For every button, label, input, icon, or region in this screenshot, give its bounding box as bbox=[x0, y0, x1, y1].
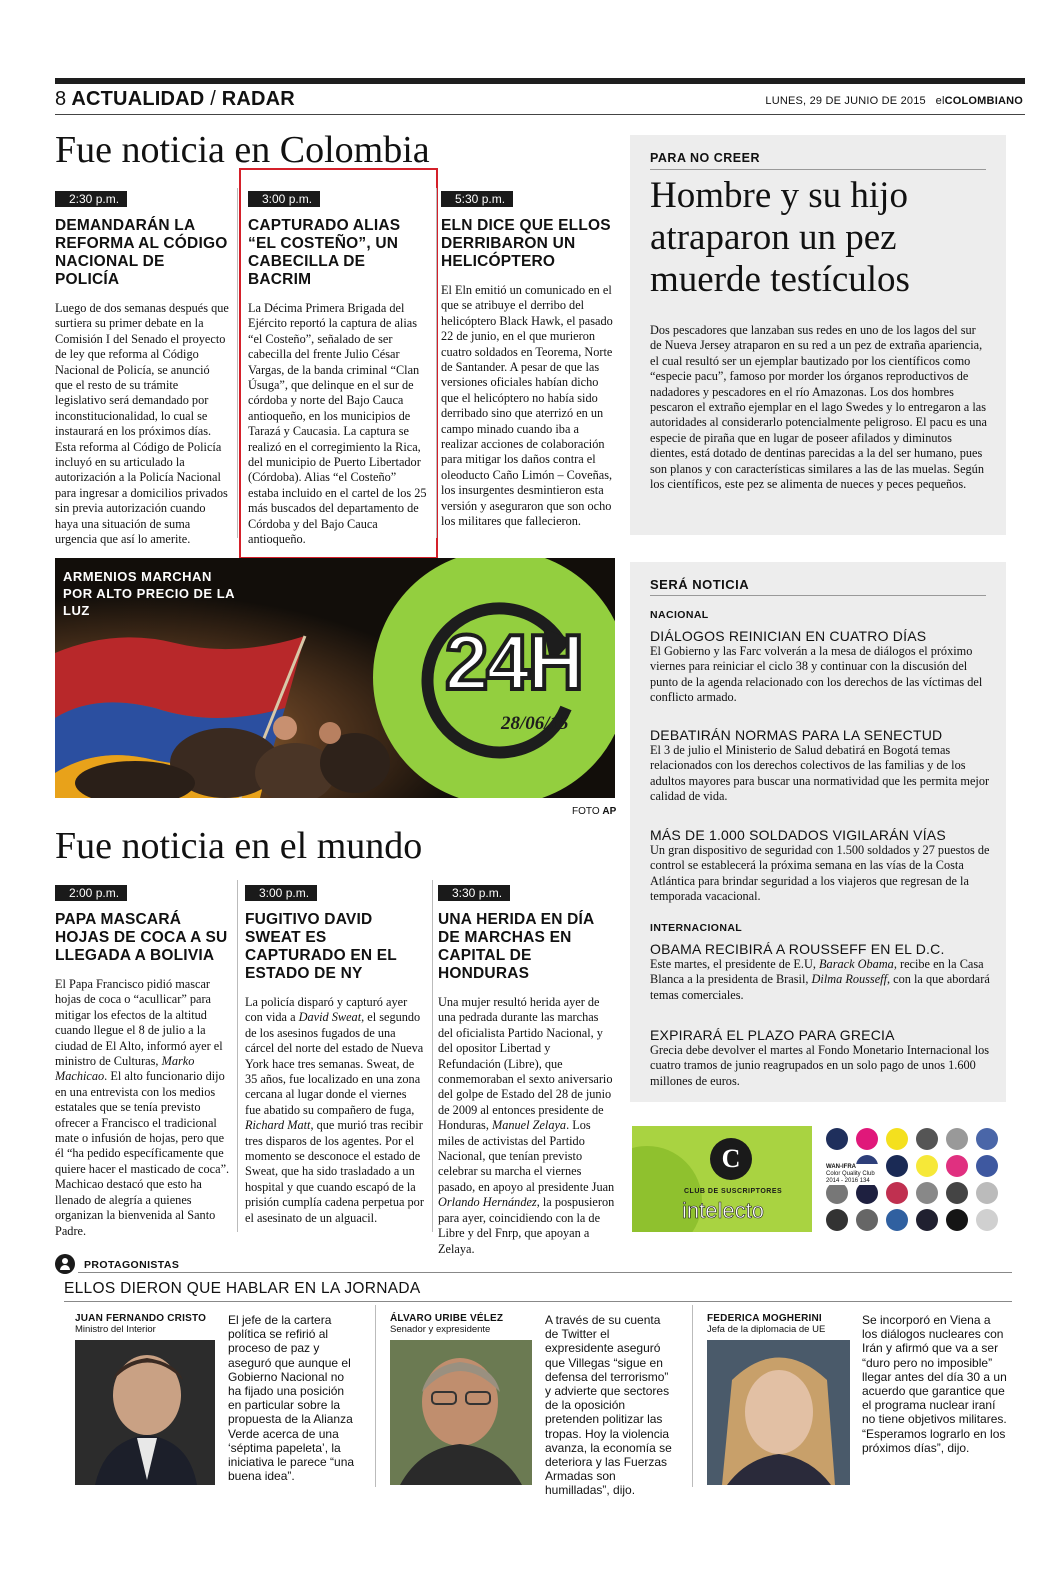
item-body: Grecia debe devolver el martes al Fondo Monetario Internacional los cuatro tramos de junio reagrupados en un solo pago de unos 1.600 millones de euros. bbox=[650, 1043, 990, 1088]
para-no-creer-panel bbox=[630, 135, 1006, 535]
sera-noticia-item bbox=[650, 824, 990, 905]
protagonist-header bbox=[707, 1313, 857, 1335]
color-swatch bbox=[856, 1209, 878, 1231]
24h-badge bbox=[373, 558, 615, 798]
intelecto-ad bbox=[632, 1126, 812, 1232]
24h-label: 24H bbox=[445, 618, 583, 706]
international-category: INTERNACIONAL bbox=[650, 922, 743, 934]
color-swatch bbox=[886, 1155, 908, 1177]
story-time: 3:30 p.m. bbox=[438, 885, 510, 901]
credit-label: FOTO bbox=[572, 806, 600, 817]
protagonist-role: Senador y expresidente bbox=[390, 1324, 491, 1335]
colombia-section-title: Fue noticia en Colombia bbox=[55, 129, 430, 171]
page-number: 8 bbox=[55, 88, 67, 110]
protagonist-quote: A través de su cuenta de Twitter el expresidente aseguró que Villegas “sigue en defensa del terrorismo” y advierte que sectores de la oposición pretenden politizar las tropas. Hoy la violencia avanza, la economía se deteriora y las Fuerzas Armadas son humilladas”, dijo. bbox=[545, 1313, 672, 1498]
mundo-story-3 bbox=[438, 884, 616, 1257]
national-category: NACIONAL bbox=[650, 609, 709, 621]
colombia-story-3 bbox=[441, 190, 613, 530]
masthead-right bbox=[765, 95, 1023, 107]
color-swatch bbox=[826, 1182, 848, 1204]
intelecto-brand: intelecto bbox=[682, 1198, 764, 1223]
column-divider bbox=[237, 880, 238, 1232]
story-body: El Eln emitió un comunicado en el que se atribuye el derribo del helicóptero Black Hawk, el pasado 22 de junio, en el que murieron cuatro soldados en Teorema, Norte de Santander. A pesar de que las versiones oficiales habían dicho que el helicóptero no había sido derribado sino que aterrizó en un campo minado cuando iba a realizar acciones de colaboración para mitigar los daños contra el oleoducto Caño Limón – Coveñas, los insurgentes desmintieron esta versión y aseguraron que son ocho los militares que fallecieron. bbox=[441, 283, 613, 529]
mundo-section-title: Fue noticia en el mundo bbox=[55, 825, 423, 867]
color-swatch bbox=[916, 1209, 938, 1231]
color-swatch bbox=[946, 1155, 968, 1177]
sera-noticia-panel bbox=[630, 562, 1006, 1102]
protagonist-name: FEDERICA MOGHERINI bbox=[707, 1313, 822, 1324]
header-bottom-rule bbox=[55, 114, 1025, 115]
color-swatch bbox=[916, 1155, 938, 1177]
photo-caption: ARMENIOS MARCHAN POR ALTO PRECIO DE LA LUZ bbox=[63, 569, 235, 618]
protagonist-portrait bbox=[707, 1340, 850, 1485]
protagonist-portrait bbox=[75, 1340, 215, 1485]
column-divider bbox=[436, 188, 437, 538]
protagonistas-subrule bbox=[64, 1301, 1012, 1302]
color-swatch bbox=[856, 1128, 878, 1150]
column-divider bbox=[692, 1305, 693, 1487]
item-headline: DIÁLOGOS REINICIAN EN CUATRO DÍAS bbox=[650, 628, 927, 644]
story-time: 2:30 p.m. bbox=[55, 191, 127, 207]
protagonist-quote: Se incorporó en Viena a los diálogos nucleares con Irán y afirmó que va a ser “duro pero no imposible” llegar antes del día 30 a un acuerdo que garantice que el programa nuclear iraní no tiene objetivos militares. “Esperamos lograrlo en los próximos días”, dijo. bbox=[862, 1313, 1007, 1455]
story-body: La policía disparó y capturó ayer con vida a David Sweat, el segundo de los asesinos fugados de una cárcel del norte del estado de Nueva York hace tres semanas. Sweat, de 35 años, fue localizado en una zona cercana al lugar donde el viernes fue abatido su compañero de fuga, Richard Matt, que murió tras recibir tres disparos de los agentes. Por el momento se desconoce el estado de Sweat, que ha sido trasladado a un hospital y que cuando escapó de la prisión cumplía cadena perpetua por el asesinato de un alguacil. bbox=[245, 995, 424, 1225]
tag-rule bbox=[650, 169, 986, 170]
item-headline: DEBATIRÁN NORMAS PARA LA SENECTUD bbox=[650, 727, 943, 743]
color-swatch bbox=[886, 1182, 908, 1204]
sera-noticia-item bbox=[650, 724, 990, 805]
section-name: ACTUALIDAD bbox=[71, 88, 205, 110]
24h-date: 28/06/15 bbox=[501, 713, 569, 734]
story-time: 2:00 p.m. bbox=[55, 885, 127, 901]
story-body: Una mujer resultó herida ayer de una pedrada durante las marchas del oficialista Partido Nacional, y del opositor Libertad y Refundación (Libre), que conmemoraban el sexto aniversario del golpe de Estado del 28 de junio de 2009 al entonces presidente de Honduras, Manuel Zelaya. Los miles de activistas del Partido Nacional, que tenían previsto celebrar su marcha el viernes pasado, en apoyo al presidente Juan Orlando Hernández, la pospusieron para ayer, coincidiendo con la de Libre y del Fnrp, que apoyan a Zelaya. bbox=[438, 995, 615, 1256]
color-swatch bbox=[916, 1128, 938, 1150]
protagonist-role: Jefa de la diplomacia de UE bbox=[707, 1324, 826, 1335]
protagonist-portrait bbox=[390, 1340, 532, 1485]
item-body: Un gran dispositivo de seguridad con 1.500 soldados y 27 puestos de control se establecerá la próxima semana en las vías de la Costa Atlántica para brindar seguridad a los viajeros que regresan de la temporada vacacional. bbox=[650, 843, 990, 904]
protagonistas-label: PROTAGONISTAS bbox=[84, 1259, 180, 1271]
sera-noticia-item bbox=[650, 625, 990, 706]
item-headline: EXPIRARÁ EL PLAZO PARA GRECIA bbox=[650, 1027, 895, 1043]
armenia-protest-photo bbox=[55, 558, 615, 798]
color-swatch bbox=[856, 1182, 878, 1204]
story-headline: CAPTURADO ALIAS “EL COSTEÑO”, UN CABECILLA DE BACRIM bbox=[248, 217, 401, 288]
story-body: El Papa Francisco pidió mascar hojas de coca o “acullicar” para mitigar los efectos de la altitud cuando llegue el 8 de julio a la ciudad de El Alto, informó ayer el ministro de Culturas, Marko Machicao. El alto funcionario dijo en una entrevista con los medios estatales que se tenía previsto ofrecer a Francisco el tradicional mate o infusión de hojas, pero que él “ha pedido específicamente que quiere hacer el masticado de coca”. Machicao destacó que esto ha llenado de alegría a quienes organizan la bienvenida al Santo Padre. bbox=[55, 977, 230, 1238]
protagonist-header bbox=[75, 1313, 225, 1335]
protagonist-name: ÁLVARO URIBE VÉLEZ bbox=[390, 1313, 504, 1324]
color-swatch bbox=[946, 1128, 968, 1150]
protagonistas-rule bbox=[78, 1272, 1012, 1273]
para-no-creer-tag: PARA NO CREER bbox=[650, 151, 760, 165]
story-headline: PAPA MASCARÁ HOJAS DE COCA A SU LLEGADA A BOLIVIA bbox=[55, 911, 228, 964]
column-divider bbox=[237, 188, 238, 538]
column-divider bbox=[432, 880, 433, 1232]
color-swatch bbox=[946, 1209, 968, 1231]
color-swatch bbox=[976, 1209, 998, 1231]
story-time: 3:00 p.m. bbox=[245, 885, 317, 901]
title-rule bbox=[650, 595, 986, 596]
sera-noticia-item bbox=[650, 938, 990, 1003]
column-divider bbox=[375, 1305, 376, 1487]
item-headline: MÁS DE 1.000 SOLDADOS VIGILARÁN VÍAS bbox=[650, 827, 946, 843]
color-swatch bbox=[976, 1128, 998, 1150]
story-headline: FUGITIVO DAVID SWEAT ES CAPTURADO EN EL ESTADO DE NY bbox=[245, 911, 397, 982]
para-no-creer-headline: Hombre y su hijo atraparon un pez muerde testículos bbox=[650, 175, 910, 300]
header-top-rule bbox=[55, 78, 1025, 84]
story-time: 5:30 p.m. bbox=[441, 191, 513, 207]
color-swatch bbox=[826, 1209, 848, 1231]
protagonist-header bbox=[390, 1313, 540, 1335]
protagonist-name: JUAN FERNANDO CRISTO bbox=[75, 1313, 207, 1324]
protagonist-quote: El jefe de la cartera política se refirió al proceso de paz y aseguró que aunque el Gobierno Nacional no ha fijado una posición en particular sobre la propuesta de la Alianza Verde acerca de una ‘séptima papeleta’, la iniciativa le parece “una buena idea”. bbox=[228, 1313, 355, 1484]
color-swatch bbox=[946, 1182, 968, 1204]
story-body: Luego de dos semanas después que surtiera su primer debate en la Comisión I del Senado el proyecto de ley que reforma al Código Nacional de Policía, se anunció que el resto de su trámite legislativo será demandado por inconstitucionalidad, lo cual se instaurará en los próximos días. Esta reforma al Código de Policía incluyó en su articulado la autorización a la Policía Nacional para ingresar a domicilios privados sin previa autorización cuando haya una situación de suma urgencia que así lo amerite. bbox=[55, 301, 229, 547]
story-headline: ELN DICE QUE ELLOS DERRIBARON UN HELICÓPTERO bbox=[441, 217, 611, 270]
story-headline: DEMANDARÁN LA REFORMA AL CÓDIGO NACIONAL DE POLICÍA bbox=[55, 217, 228, 288]
story-headline: UNA HERIDA EN DÍA DE MARCHAS EN CAPITAL DE HONDURAS bbox=[438, 911, 594, 982]
color-swatch bbox=[886, 1128, 908, 1150]
color-swatch bbox=[916, 1182, 938, 1204]
story-body: La Décima Primera Brigada del Ejército reportó la captura de alias “el Costeño”, señalado de ser cabecilla del frente Julio César Vargas, de la banda criminal “Clan Úsuga”, que delinque en el sur de córdoba y norte del Bajo Cauca antioqueño, en los municipios de Tarazá y Caucasia. La captura se realizó en el corregimiento la Rica, del municipio de Puerto Libertador (Córdoba). Alias “el Costeño” estaba incluido en el cartel de los 25 más buscados del departamento de Córdoba y del Bajo Cauca antioqueño. bbox=[248, 301, 427, 547]
item-headline: OBAMA RECIBIRÁ A ROUSSEFF EN EL D.C. bbox=[650, 941, 945, 957]
color-swatch bbox=[886, 1209, 908, 1231]
club-label: CLUB DE SUSCRIPTORES bbox=[684, 1188, 783, 1195]
brand-name: COLOMBIANO bbox=[944, 95, 1023, 107]
color-quality-swatches bbox=[826, 1128, 1006, 1232]
item-body: El 3 de julio el Ministerio de Salud debatirá en Bogotá temas relacionados con los derechos colectivos de las familias y de los adultos mayores para buscar una normatividad que les permita mejor calidad de vida. bbox=[650, 743, 990, 804]
sera-noticia-item bbox=[650, 1024, 990, 1089]
color-swatch bbox=[826, 1128, 848, 1150]
sera-noticia-title: SERÁ NOTICIA bbox=[650, 577, 750, 592]
mundo-story-2 bbox=[245, 884, 425, 1226]
protagonist-role: Ministro del Interior bbox=[75, 1324, 156, 1335]
person-icon bbox=[55, 1254, 75, 1274]
color-swatch bbox=[976, 1155, 998, 1177]
item-body: Este martes, el presidente de E.U, Barack Obama, recibe en la Casa Blanca a la presidenta de Brasil, Dilma Rousseff, con la que abordará temas comerciales. bbox=[650, 957, 990, 1002]
section-header bbox=[55, 88, 295, 111]
item-body: El Gobierno y las Farc volverán a la mesa de diálogos el próximo viernes para reiniciar el ciclo 38 y continuar con la discusión del punto de la agenda relacionado con los derechos de las víctimas del conflicto armado. bbox=[650, 644, 983, 705]
colombia-story-1 bbox=[55, 190, 230, 548]
wanifra-label: WAN-IFRA Color Quality Club 2014 - 2016 134 bbox=[826, 1164, 882, 1185]
photo-credit bbox=[572, 806, 616, 817]
club-logo-icon: C bbox=[710, 1138, 752, 1180]
story-time: 3:00 p.m. bbox=[248, 191, 320, 207]
issue-date: LUNES, 29 DE JUNIO DE 2015 bbox=[765, 95, 926, 107]
color-swatch bbox=[976, 1182, 998, 1204]
brand-prefix: el bbox=[935, 95, 945, 107]
section-separator: / bbox=[210, 88, 216, 110]
protagonistas-subtitle: ELLOS DIERON QUE HABLAR EN LA JORNADA bbox=[64, 1280, 421, 1297]
para-no-creer-body: Dos pescadores que lanzaban sus redes en uno de los lagos del sur de Nueva Jersey atraparon en su red a un pez de extraña apariencia, el cual resultó ser un ejemplar bautizado por los científicos como “especie pacu”, famoso por morder los órganos reproductivos de nadadores y pescadores en el río Amazonas. Los dos hombres pescaron el extraño ejemplar en el lago Swedes y lo entregaron a las autoridades al considerarlo potencialmente peligroso. El pacu es una especie de piraña que en lugar de poseer afilados y diminutos dientes, está dotado de dentinas parecidas a la del ser humano, pues son planos y con características similares a las de las muelas. Según los científicos, este pez se alimenta de nueces y peces pequeños. bbox=[650, 323, 988, 492]
colombia-story-2 bbox=[248, 190, 428, 548]
subsection-name: RADAR bbox=[221, 88, 295, 110]
mundo-story-1 bbox=[55, 884, 230, 1239]
credit-source: AP bbox=[602, 806, 617, 817]
